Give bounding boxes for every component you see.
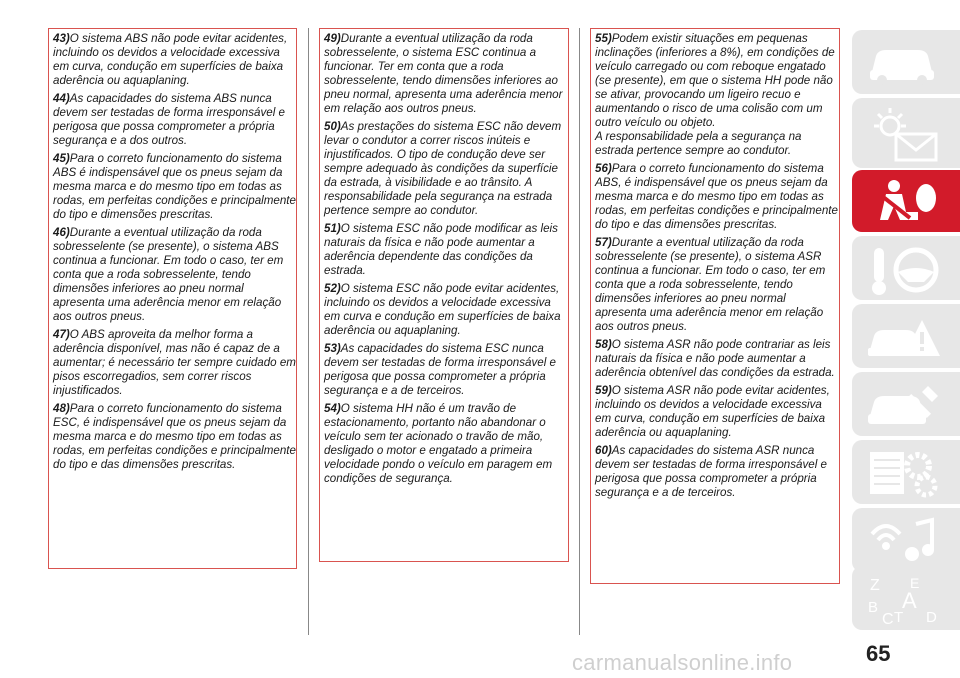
note-number: 49) — [324, 32, 341, 45]
note-text: Podem existir situações em pequenas inclinações (inferiores a 8%), em condições de veículo carregado ou com reboque engatado (se presente), em que o sistema HH pode não se ativar, provocando um ligeiro recuo e aumentando o risco de uma colisão com um outro veículo ou objeto. — [595, 32, 835, 129]
note-text: O sistema ASR não pode contrariar as leis naturais da física e não pode aumentar a aderência obtenível das condições da estrada. — [595, 338, 835, 379]
note-number: 58) — [595, 338, 612, 351]
page-number: 65 — [866, 641, 891, 666]
index-letter: A — [902, 588, 917, 613]
note-item — [324, 342, 568, 398]
note-text: As capacidades do sistema ABS nunca devem ser testadas de forma irresponsável e perigosa que possa comprometer a própria segurança e a dos outros. — [53, 92, 285, 147]
note-number: 44) — [53, 92, 70, 105]
note-item — [53, 32, 296, 88]
note-item — [53, 402, 296, 472]
side-tab-maintenance[interactable] — [852, 372, 960, 436]
note-text: O sistema ASR não pode evitar acidentes, incluindo os devidos a velocidade excessiva em curva, condução em superfícies de baixa aderência ou aquaplaning. — [595, 384, 830, 439]
note-item — [595, 338, 839, 380]
note-text: As capacidades do sistema ESC nunca devem ser testadas de forma irresponsável e perigosa que possa comprometer a própria segurança e a de terceiros. — [324, 342, 556, 397]
note-number: 51) — [324, 222, 341, 235]
note-text: O sistema HH não é um travão de estacionamento, portanto não abandonar o veículo sem ter acionado o travão de mão, desligado o motor e engatado a primeira velocidade pondo o veículo em paragem em condições de segurança. — [324, 402, 553, 485]
note-number: 54) — [324, 402, 341, 415]
note-number: 43) — [53, 32, 70, 45]
note-number: 48) — [53, 402, 70, 415]
note-item — [595, 32, 839, 130]
column-divider — [579, 28, 580, 635]
notes-column-1 — [48, 28, 297, 569]
index-letter: D — [926, 609, 937, 626]
note-text: O sistema ESC não pode evitar acidentes, incluindo os devidos a velocidade excessiva em curva e condução em superfícies de baixa aderência ou aquaplaning. — [324, 282, 561, 337]
note-item — [324, 120, 568, 218]
note-item — [53, 226, 296, 324]
note-item — [595, 162, 839, 232]
note-text: Para o correto funcionamento do sistema ABS é indispensável que os pneus sejam da mesma marca e do mesmo tipo em todas as rodas, em perfeitas condições e principalmente do tipo e dimensões prescritas. — [53, 152, 296, 221]
note-text: O sistema ABS não pode evitar acidentes, incluindo os devidos a velocidade excessiva em curva, condução em superfícies de baixa aderência ou aquaplaning. — [53, 32, 288, 87]
road-emergency-icon — [866, 310, 946, 366]
note-number: 47) — [53, 328, 70, 341]
note-number: 60) — [595, 444, 612, 457]
note-number: 52) — [324, 282, 341, 295]
side-tab-starting-driving[interactable] — [852, 236, 960, 300]
side-tab-car[interactable] — [852, 30, 960, 94]
note-item — [53, 92, 296, 148]
side-tab-multimedia[interactable] — [852, 508, 960, 572]
car-icon — [866, 36, 946, 88]
multimedia-icon — [866, 514, 946, 570]
warning-light-icon — [866, 104, 946, 164]
index-letter: Z — [870, 577, 880, 594]
note-text: A responsabilidade pela a segurança na estrada pertence sempre ao condutor. — [595, 130, 802, 157]
gears-icon — [866, 446, 946, 502]
note-text: O ABS aproveita da melhor forma a aderência disponível, mas não é capaz de a aumentar; é necessário ter sempre cuidado em pisos escorregadios, sem correr riscos injustificados. — [53, 328, 296, 397]
side-tab-safety[interactable] — [852, 170, 960, 232]
side-tab-index[interactable] — [852, 566, 960, 630]
note-item — [324, 222, 568, 278]
car-service-icon — [866, 378, 946, 434]
note-number: 57) — [595, 236, 612, 249]
notes-column-2 — [319, 28, 569, 562]
note-number: 53) — [324, 342, 341, 355]
notes-column-3 — [590, 28, 840, 584]
note-item — [324, 402, 568, 486]
watermark: carmanualsonline.info — [572, 650, 793, 675]
index-letters-icon — [866, 572, 946, 628]
note-text: Durante a eventual utilização da roda sobresselente, o sistema ESC continua a funcionar. Ter em conta que a roda sobresselente, tendo dimensões inferiores ao pneu normal, apresenta uma aderência menor em relação aos outros pneus. — [324, 32, 563, 115]
note-number: 45) — [53, 152, 70, 165]
note-item — [53, 328, 296, 398]
side-tab-emergency[interactable] — [852, 304, 960, 368]
index-letter: C — [882, 611, 894, 628]
index-letter: E — [910, 575, 920, 591]
note-number: 50) — [324, 120, 341, 133]
note-number: 59) — [595, 384, 612, 397]
note-text: O sistema ESC não pode modificar as leis naturais da física e não pode aumentar a aderência dependente das condições da estrada. — [324, 222, 558, 277]
note-text: Para o correto funcionamento do sistema ABS, é indispensável que os pneus sejam da mesma marca e do mesmo tipo em todas as rodas, em perfeitas condições e principalmente do tipo e das dimensões prescritas. — [595, 162, 838, 231]
index-letter: B — [868, 599, 879, 616]
note-text: As capacidades do sistema ASR nunca devem ser testadas de forma irresponsável e perigosa que possa comprometer a própria segurança e a de terceiros. — [595, 444, 827, 499]
note-item — [595, 384, 839, 440]
note-number: 46) — [53, 226, 70, 239]
index-letter: T — [894, 609, 904, 626]
column-divider — [308, 28, 309, 635]
airbag-seatbelt-icon — [866, 176, 946, 228]
note-text: Para o correto funcionamento do sistema ESC, é indispensável que os pneus sejam da mesma marca e do mesmo tipo em todas as rodas, em perfeitas condições e principalmente do tipo e das dimensões prescritas. — [53, 402, 296, 471]
note-item — [595, 444, 839, 500]
note-text: Durante a eventual utilização da roda sobresselente (se presente), o sistema ABS continua a funcionar. Em todo o caso, ter em conta que a roda sobresselente, tendo dimensões inferiores ao pneu normal apresenta uma aderência menor em relação aos outros pneus. — [53, 226, 284, 323]
key-steering-wheel-icon — [866, 242, 946, 298]
note-item — [324, 32, 568, 116]
note-item — [324, 282, 568, 338]
note-item — [595, 236, 839, 334]
note-item — [595, 130, 839, 158]
note-number: 55) — [595, 32, 612, 45]
side-tab-technical-data[interactable] — [852, 440, 960, 504]
note-number: 56) — [595, 162, 612, 175]
note-item — [53, 152, 296, 222]
note-text: Durante a eventual utilização da roda sobresselente (se presente), o sistema ASR continua a funcionar. Em todo o caso, ter em conta que a roda sobresselente, tendo dimensões inferiores ao pneu normal apresenta uma aderência menor em relação aos outros pneus. — [595, 236, 826, 333]
note-text: As prestações do sistema ESC não devem levar o condutor a correr riscos inúteis e injustificados. O tipo de condução deve ser sempre adequado às condições da superfície da estrada, à visibilidade e ao trânsito. A responsabilidade pela segurança na estrada pertence sempre ao condutor. — [324, 120, 562, 217]
side-tab-warning-lights[interactable] — [852, 98, 960, 168]
